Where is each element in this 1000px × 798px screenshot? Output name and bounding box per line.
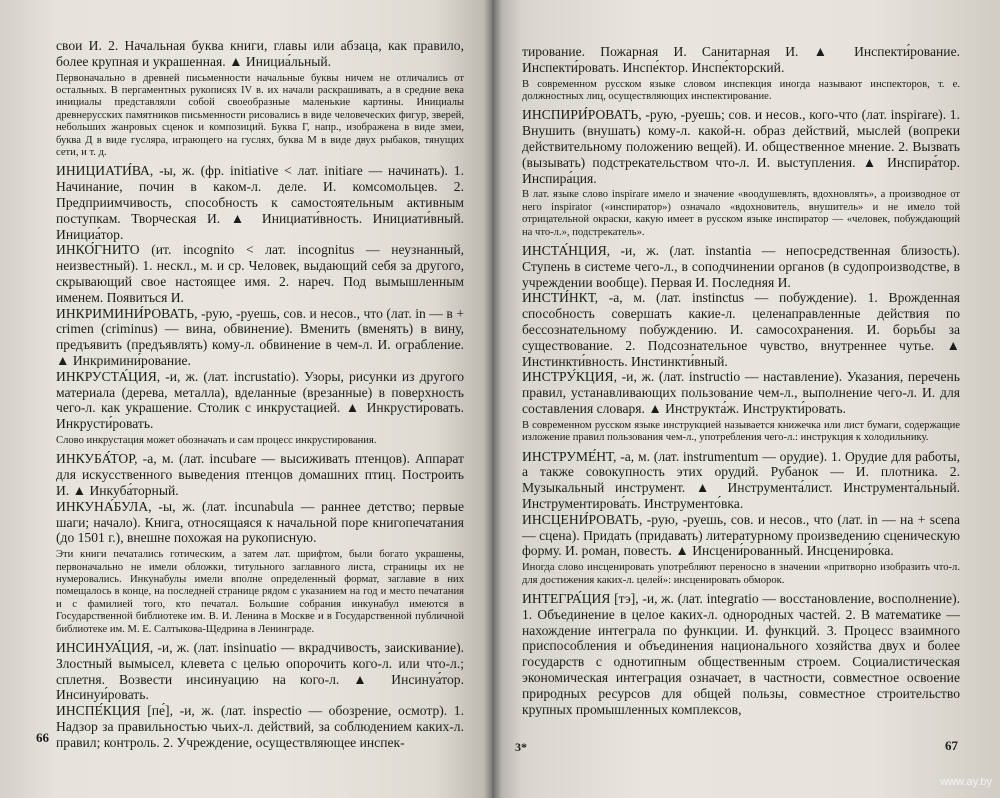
dictionary-entry: ИНСПИРИ́РОВАТЬ, -рую, -руешь; сов. и несов., кого-что (лат. inspirare). 1. Внушить (внушать) кому-л. какой-н. образ действий, мыслей (вопреки действительному положению вещей). И. общественное мнение. 2. Вызвать (вызывать) подстрекательством что-л. И. выступления. ▲ Инспира́тор. Инспира́ция.: [522, 107, 960, 186]
note-paragraph: В лат. языке слово inspirare имело и значение «воодушевлять, вдохновлять», а производное от него inspirator («инспиратор») означало «вдохновитель, внушитель» и не имело той отрицательной окраски, какую имеет в русском языке инспиратор — «человек, побуждающий на что-л.», подстрекатель».: [522, 189, 960, 238]
note-paragraph: Слово инкрустация может обозначать и сам процесс инкрустирования.: [56, 434, 377, 446]
page-number-left: 66: [36, 730, 49, 745]
note-paragraph: Эти книги печатались готическим, а затем лат. шрифтом, были богато украшены, первоначально не имели обложки, титульного заглавного листа, страницы их не нумеровались. Инкунабулы имели вполне определенный формат, заглавие в них помещалось в конце, на последней странице рядом с указанием на год и место печатания и с фамилией того, кто печатал. Большие собрания инкунабул имеются в Государственной библиотеке им. В. И. Ленина в Москве и в Государственной публичной библиотеке им. М. Е. Салтыкова-Щедрина в Ленинграде.: [56, 549, 464, 635]
dictionary-entry: ИНСТИ́НКТ, -а, м. (лат. instinctus — побуждение). 1. Врожденная способность совершать какие-л. целенаправленные действия по бессознательному побуждению. И. самосохранения. И. борьбы за существование. 2. Подсознательное чувство, внутреннее чутье. ▲ Инстинкти́вность. Инстинкти́вный.: [522, 290, 960, 369]
dictionary-entry: ИНТЕГРА́ЦИЯ [тэ], -и, ж. (лат. integratio — восстановление, восполнение). 1. Объединение в целое каких-л. однородных частей. 2. В математике — нахождение интеграла по функции. И. функций. 3. Процесс взаимного приспособления и объединения национального хозяйства двух и более государств с однотипным общественным строем. Социалистическая экономическая интеграция означает, в частности, совместное освоение природных ресурсов для общей пользы, совместное строительство крупных промышленных комплексов,: [522, 590, 960, 717]
left-page-body: [56, 38, 464, 751]
right-page-body: [522, 44, 960, 717]
dictionary-entry: ИНИЦИАТИ́ВА, -ы, ж. (фр. initiative < лат. initiare — начинать). 1. Начинание, почин в каком-л. деле. И. комсомольцев. 2. Предприимчивость, способность к самостоятельным активным поступкам. Творческая И. ▲ Инициати́вность. Инициати́вный. Инициа́тор.: [56, 163, 464, 242]
dictionary-entry: ИНСЦЕНИ́РОВАТЬ, -рую, -руешь, сов. и несов., что (лат. in — на + scena — сцена). Придать (придавать) литературному произведению сценическую форму. И. роман, повесть. ▲ Инсцени́рованный. Инсцениро́вка.: [522, 511, 960, 559]
dictionary-entry: ИНСИНУА́ЦИЯ, -и, ж. (лат. insinuatio — вкрадчивость, заискивание). Злостный вымысел, клевета с целью опорочить кого-л. или что-л.; сплетня. Возвести инсинуацию на кого-л. ▲ Инсинуа́тор. Инсинуи́ровать.: [56, 640, 464, 703]
dictionary-entry: ИНСТРУ́КЦИЯ, -и, ж. (лат. instructio — наставление). Указания, перечень правил, устанавливающих пользование чем-л., выполнение чего-л. И. для составления словаря. ▲ Инструкта́ж. Инструкти́ровать.: [522, 369, 960, 416]
dictionary-entry: ИНКРУСТА́ЦИЯ, -и, ж. (лат. incrustatio). Узоры, рисунки из другого материала (дерева, металла), вделанные (врезанные) в поверхность чего-л. как украшение. Столик с инкрустацией. ▲ Инкрусти́ровать. Инкрусти́ровать.: [56, 368, 464, 432]
dictionary-entry: ИНСПЕ́КЦИЯ [пе́], -и, ж. (лат. inspectio — обозрение, осмотр). 1. Надзор за правильностью чьих-л. действий, за соблюдением каких-л. правил; контроль. 2. Учреждение, осуществляющее инспек-: [56, 703, 464, 750]
note-paragraph: В современном русском языке инструкцией называется книжечка или лист бумаги, содержащие изложение правил пользования чем-л., употребления чего-л.: инструкция к холодильнику.: [522, 419, 960, 444]
book-gutter: [484, 0, 502, 798]
right-page: [492, 0, 1000, 798]
dictionary-entry: тирование. Пожарная И. Санитарная И. ▲ Инспекти́рование. Инспекти́ровать. Инспе́ктор. Инспе́кторский.: [522, 44, 960, 75]
dictionary-entry: ИНКУНА́БУЛА, -ы, ж. (лат. incunabula — раннее детство; первые шаги; начало). Книга, относящаяся к начальной поре книгопечатания (до 1501 г.), внешне похожая на рукописную.: [56, 498, 464, 546]
watermark: www.ay.by: [940, 776, 992, 788]
note-paragraph: Первоначально в древней письменности начальные буквы ничем не отличались от остальных. В пергаментных рукописях IV в. их начали раскрашивать, а в средние века инициалы представляли собой своеобразные маленькие картины. Инициалы древнерусских памятников письменности рисовались в виде человеческих фигур, зверей, небольших жанровых сценок и композиций. Буква Г, напр., изображена в виде змеи, буква Д в виде гусляра, играющего на гуслях, буква М в виде двух рыбаков, тянущих сети, и т. д.: [56, 72, 464, 159]
dictionary-entry: ИНКРИМИНИ́РОВАТЬ, -рую, -руешь, сов. и несов., что (лат. in — в + crimen (criminus) — вина, обвинение). Вменить (вменять) в вину, предъявить (предъявлять) кому-л. обвинение в чем-л. И. ограбление. ▲ Инкримини́рование.: [56, 305, 464, 368]
dictionary-entry: ИНКО́ГНИТО (ит. incognito < лат. incognitus — неузнанный, неизвестный). 1. нескл., м. и ср. Человек, выдающий себя за другого, скрывающий свое настоящее имя. 2. нареч. Под вымышленным именем. Появиться И.: [56, 242, 464, 305]
page-number-right: 67: [945, 738, 958, 753]
dictionary-entry: ИНКУБА́ТОР, -а, м. (лат. incubare — высиживать птенцов). Аппарат для искусственного выведения птенцов домашних птиц. Построить И. ▲ Инкуба́торный.: [56, 451, 464, 498]
note-paragraph: Иногда слово инсценировать употребляют переносно в значении «притворно изобразить что-л. для достижения каких-л. целей»: инсценировать обморок.: [522, 562, 960, 586]
note-paragraph: В современном русском языке словом инспекция иногда называют инспекторов, т. е. должностных лиц, осуществляющих инспектирование.: [522, 78, 960, 102]
dictionary-entry: ИНСТА́НЦИЯ, -и, ж. (лат. instantia — непосредственная близость). Ступень в системе чего-л., в соподчинении органов (в судопроизводстве, в учреждении вообще). Первая И. Последняя И.: [522, 243, 960, 290]
signature-mark: 3*: [515, 740, 527, 754]
dictionary-entry: свои И. 2. Начальная буква книги, главы или абзаца, как правило, более крупная и украшенная. ▲ Инициа́льный.: [56, 38, 464, 69]
left-page: [0, 0, 492, 798]
dictionary-entry: ИНСТРУМЕ́НТ, -а, м. (лат. instrumentum — орудие). 1. Орудие для работы, а также совокупность этих орудий. Рубанок — И. плотника. 2. Музыкальный инструмент. ▲ Инструмента́лист. Инструмента́льный. Инструментирова́ть. Инструменто́вка.: [522, 448, 960, 511]
